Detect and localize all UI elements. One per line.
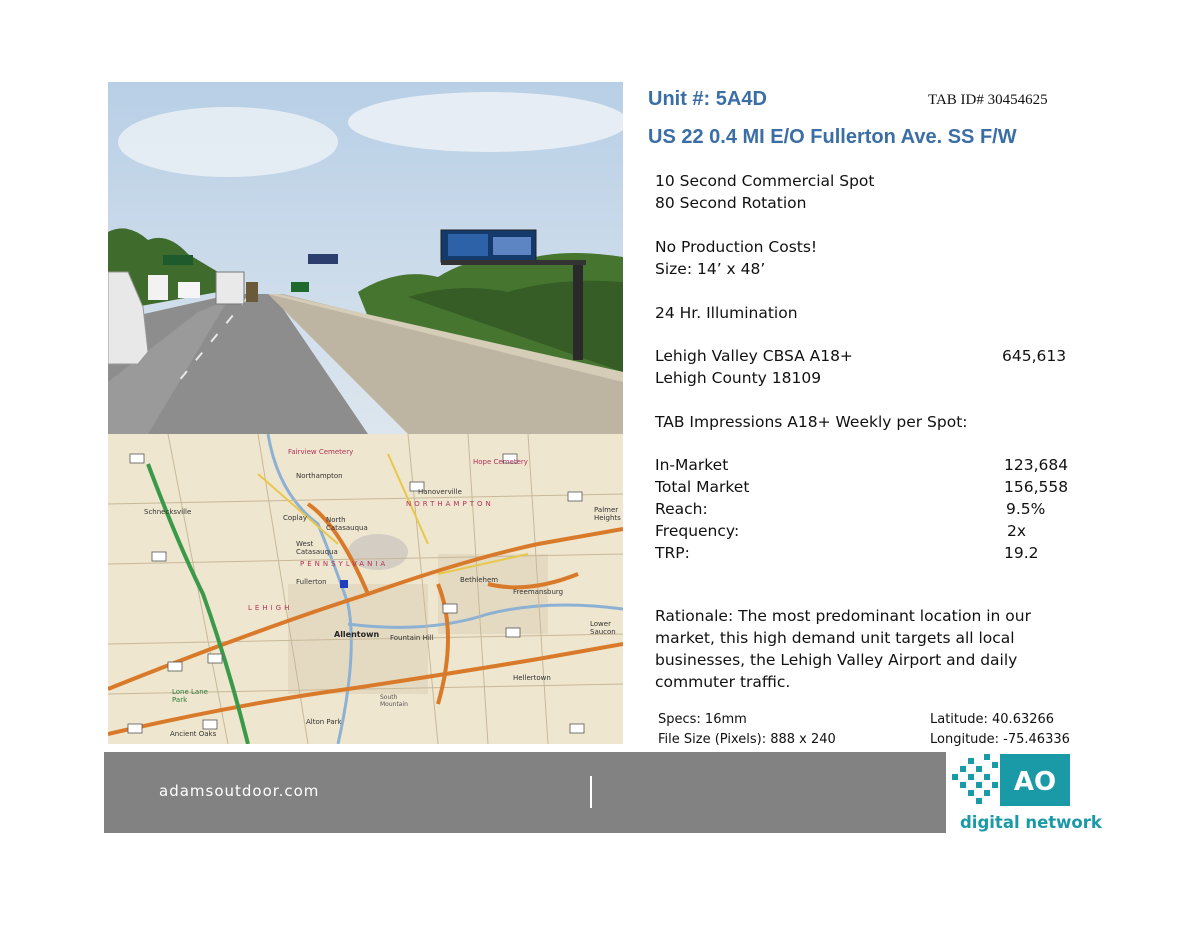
map-label: Schnecksville xyxy=(144,508,192,516)
map-label: North Catasauqua xyxy=(326,516,368,532)
map-label: Fountain Hill xyxy=(390,634,434,642)
map-label: PENNSYLVANIA xyxy=(300,560,389,568)
unit-number: Unit #: 5A4D xyxy=(648,88,767,110)
svg-text:AO: AO xyxy=(1013,767,1057,797)
billboard-size: Size: 14’ x 48’ xyxy=(655,260,766,278)
map-label: Fullerton xyxy=(296,578,327,586)
map-label: Northampton xyxy=(296,472,343,480)
specs: Specs: 16mm xyxy=(658,712,747,727)
map-label: Lower Saucon xyxy=(590,620,616,636)
map-label: Allentown xyxy=(334,630,380,639)
pixel-mosaic-icon xyxy=(950,752,1072,808)
tab-id: TAB ID# 30454625 xyxy=(928,92,1048,108)
website-link[interactable]: adamsoutdoor.com xyxy=(159,782,320,800)
map-label: Coplay xyxy=(283,514,307,522)
location-title: US 22 0.4 MI E/O Fullerton Ave. SS F/W xyxy=(648,126,1017,148)
map-label: Palmer Heights xyxy=(594,506,621,522)
map-label: South Mountain xyxy=(380,694,408,708)
stat-label: TRP: xyxy=(655,544,690,562)
highway-scene xyxy=(108,82,623,434)
spot-rotation: 80 Second Rotation xyxy=(655,194,807,212)
location-marker xyxy=(340,580,348,588)
map-label: West Catasauqua xyxy=(296,540,338,556)
location-map[interactable] xyxy=(108,434,623,744)
map-label: Hellertown xyxy=(513,674,551,682)
impressions-heading: TAB Impressions A18+ Weekly per Spot: xyxy=(655,413,968,431)
map-label: Alton Park xyxy=(306,718,342,726)
map-label: Freemansburg xyxy=(513,588,564,596)
digital-network-logo xyxy=(950,752,1072,808)
map-label: Lone Lane Park xyxy=(172,688,208,704)
stat-label: In-Market xyxy=(655,456,729,474)
map-label: Hanoverville xyxy=(418,488,462,496)
map-label: Bethlehem xyxy=(460,576,499,584)
county: Lehigh County 18109 xyxy=(655,369,822,387)
footer-divider xyxy=(590,776,592,808)
stat-value: 9.5% xyxy=(1006,500,1046,518)
longitude: Longitude: -75.46336 xyxy=(930,732,1070,747)
cbsa-label: Lehigh Valley CBSA A18+ xyxy=(655,347,853,365)
spot-length: 10 Second Commercial Spot xyxy=(655,172,875,190)
stat-label: Total Market xyxy=(655,478,750,496)
stat-value: 123,684 xyxy=(1004,456,1069,474)
latitude: Latitude: 40.63266 xyxy=(930,712,1055,727)
cbsa-value: 645,613 xyxy=(1002,347,1067,365)
billboard-photo xyxy=(108,82,623,434)
map-label: LEHIGH xyxy=(248,604,293,612)
stat-value: 19.2 xyxy=(1004,544,1039,562)
stat-label: Reach: xyxy=(655,500,708,518)
illumination: 24 Hr. Illumination xyxy=(655,304,798,322)
stat-label: Frequency: xyxy=(655,522,740,540)
map-label: Fairview Cemetery xyxy=(288,448,354,456)
stat-value: 156,558 xyxy=(1004,478,1069,496)
rationale-text: Rationale: The most predominant location in our market, this high demand unit targets all local businesses, the Lehigh Valley Airport and daily commuter traffic. xyxy=(655,607,1031,691)
map-label: Ancient Oaks xyxy=(170,730,217,738)
production-note: No Production Costs! xyxy=(655,238,818,256)
digital-network-label: digital network xyxy=(960,813,1102,832)
stat-value: 2x xyxy=(1007,522,1027,540)
map-label: NORTHAMPTON xyxy=(406,500,494,508)
file-size: File Size (Pixels): 888 x 240 xyxy=(658,732,836,747)
map-label: Hope Cemetery xyxy=(473,458,528,466)
